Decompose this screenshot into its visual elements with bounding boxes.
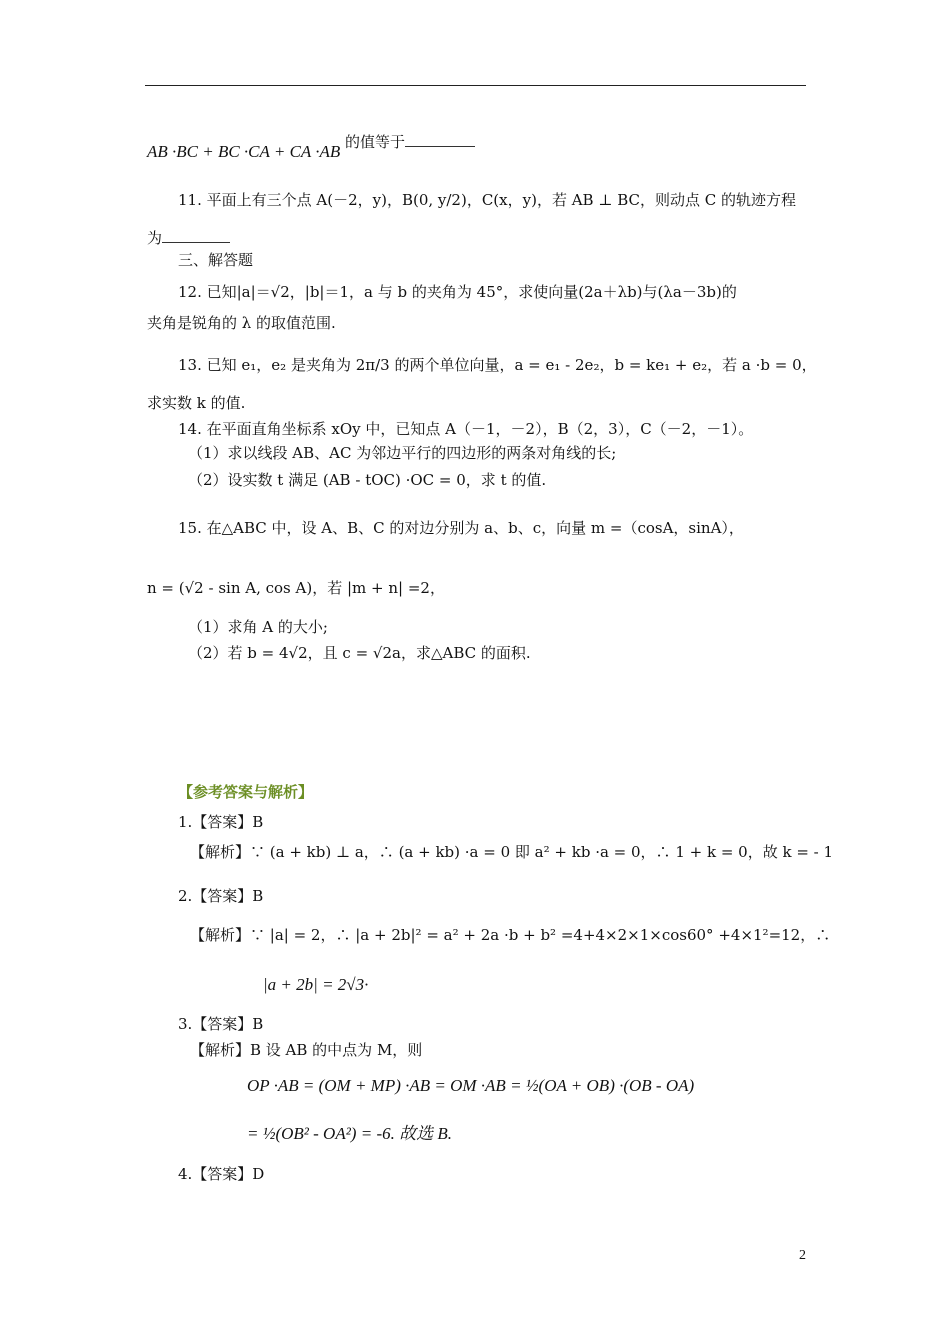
- p15-line2: n = (√2 - sin A, cos A)，若 |m + n| =2，: [147, 579, 445, 597]
- answer-2: 2.【答案】B: [178, 887, 264, 905]
- answer-3: 3.【答案】B: [178, 1015, 264, 1033]
- page-number: 2: [799, 1248, 806, 1263]
- explanation-3c: = ½(OB² - OA²) = -6. 故选 B.: [247, 1124, 452, 1143]
- p14-line1: 14. 在平面直角坐标系 xOy 中，已知点 A（－1，－2），B（2，3），C（－2，－1）。: [178, 420, 754, 438]
- answers-heading: 【参考答案与解析】: [178, 783, 314, 801]
- p15-line1: 15. 在△ABC 中，设 A、B、C 的对边分别为 a、b、c，向量 m =（cosA，sinA），: [178, 519, 744, 537]
- answer-blank: [405, 132, 475, 147]
- explanation-1: 【解析】∵ (a + kb) ⊥ a，∴ (a + kb) ·a = 0 即 a² + kb ·a = 0，∴ 1 + k = 0，故 k = - 1: [190, 843, 834, 861]
- p15-line3: （1）求角 A 的大小;: [188, 618, 328, 636]
- p13-line2: 求实数 k 的值.: [147, 394, 246, 412]
- answer-4: 4.【答案】D: [178, 1165, 265, 1183]
- p12-line2: 夹角是锐角的 λ 的取值范围.: [147, 314, 336, 332]
- p15-line4: （2）若 b = 4√2，且 c = √2a，求△ABC 的面积.: [188, 644, 531, 662]
- explanation-3a: 【解析】B 设 AB 的中点为 M，则: [190, 1041, 423, 1059]
- header-rule: [145, 85, 806, 86]
- p11-line1: 11. 平面上有三个点 A(－2，y)，B(0, y/2)，C(x，y)，若 AB ⊥ BC，则动点 C 的轨迹方程: [178, 191, 796, 209]
- p11-line2: 为: [147, 228, 230, 248]
- section-title: 三、解答题: [178, 251, 254, 269]
- explanation-2b: |a + 2b| = 2√3·: [263, 975, 369, 994]
- explanation-2a: 【解析】∵ |a| = 2，∴ |a + 2b|² = a² + 2a ·b + b² =4+4×2×1×cos60° +4×1²=12，∴: [190, 926, 831, 944]
- answer-1: 1.【答案】B: [178, 813, 264, 831]
- p10-text: 的值等于: [345, 133, 406, 151]
- p10-tail: [147, 133, 475, 162]
- p10-expression: AB ·BC + BC ·CA + CA ·AB: [147, 142, 341, 161]
- p12-line1: 12. 已知|a|＝√2，|b|＝1，a 与 b 的夹角为 45°，求使向量(2a＋λb)与(λa－3b)的: [178, 283, 737, 301]
- p13-line1: 13. 已知 e₁，e₂ 是夹角为 2π/3 的两个单位向量，a = e₁ - 2e₂，b = ke₁ + e₂，若 a ·b = 0，: [178, 356, 817, 374]
- explanation-3b: OP ·AB = (OM + MP) ·AB = OM ·AB = ½(OA + OB) ·(OB - OA): [247, 1076, 695, 1095]
- p14-line2: （1）求以线段 AB、AC 为邻边平行的四边形的两条对角线的长;: [188, 444, 617, 462]
- p14-line3: （2）设实数 t 满足 (AB - tOC) ·OC = 0，求 t 的值.: [188, 471, 547, 489]
